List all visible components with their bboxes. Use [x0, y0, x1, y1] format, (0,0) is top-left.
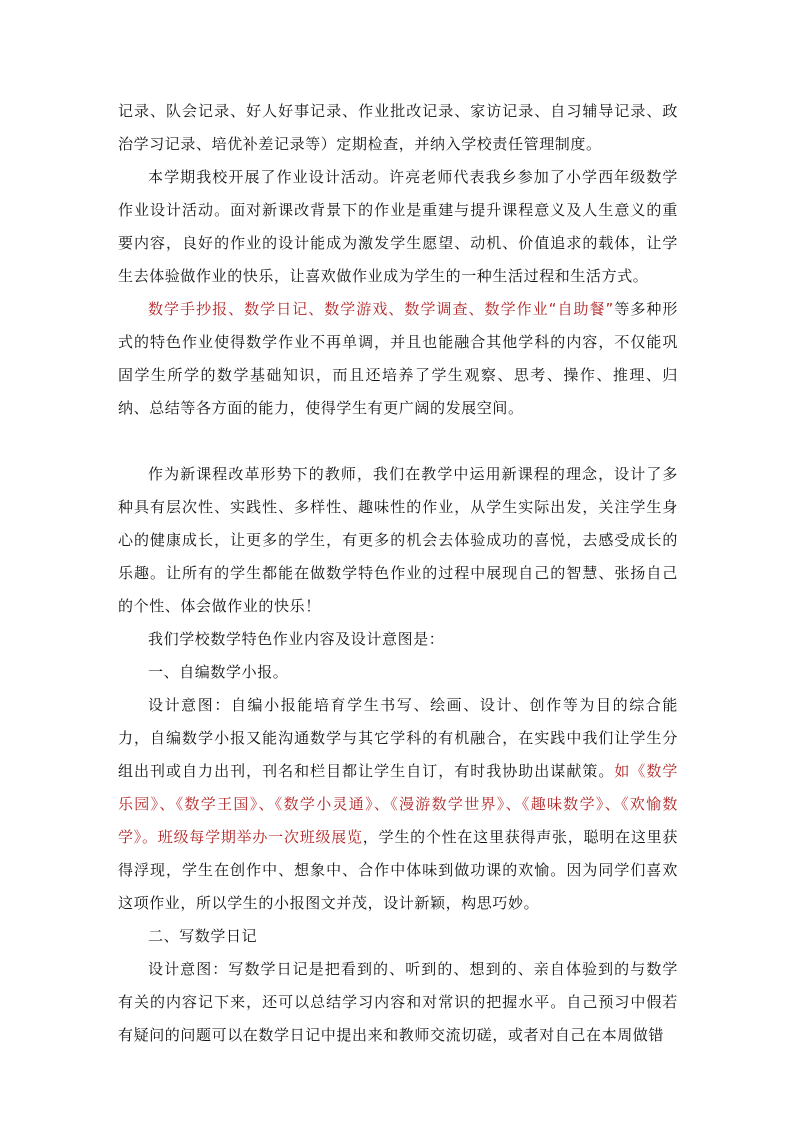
paragraph-records	[118, 95, 678, 161]
section-heading-math-newspaper	[118, 656, 678, 689]
special-homework-types-highlight: 数学手抄报、数学日记、数学游戏、数学调查、数学作业“自助餐”	[148, 300, 614, 318]
paragraph-content-intro-text: 我们学校数学特色作业内容及设计意图是：	[148, 630, 445, 648]
section-heading-math-diary	[118, 920, 678, 953]
paragraph-homework-design-activity	[118, 161, 678, 293]
paragraph-records-text: 记录、队会记录、好人好事记录、作业批改记录、家访记录、自习辅导记录、政治学习记录、培优补差记录等）定期检查，并纳入学校责任管理制度。	[118, 102, 678, 153]
section-heading-math-diary-text: 二、写数学日记	[148, 927, 258, 945]
paragraph-math-diary-design-text: 设计意图：写数学日记是把看到的、听到的、想到的、亲自体验到的与数学有关的内容记下来，还可以总结学习内容和对常识的把握水平。自己预习中假若有疑问的问题可以在数学日记中提出来和教师交流切磋，或者对自己在本周做错	[118, 960, 678, 1044]
math-newspaper-design-text-a: 设计意图：自编小报能培育学生书写、绘画、设计、创作等为目的综合能力，自编数学小报又能沟通数学与其它学科的有机融合，在实践中我们让学生分组出刊或自力出刊，刊名和栏目都让学生自订，有时我协助出谋献策。	[118, 696, 678, 780]
document-page	[118, 95, 678, 1052]
paragraph-gap	[118, 425, 678, 458]
paragraph-new-curriculum	[118, 458, 678, 623]
section-heading-math-newspaper-text: 一、自编数学小报。	[148, 663, 289, 681]
paragraph-math-diary-design	[118, 953, 678, 1052]
paragraph-homework-design-activity-text: 本学期我校开展了作业设计活动。许亮老师代表我乡参加了小学西年级数学作业设计活动。面对新课改背景下的作业是重建与提升课程意义及人生意义的重要内容，良好的作业的设计能成为激发学生愿望、动机、价值追求的载体，让学生去体验做作业的快乐，让喜欢做作业成为学生的一种生活过程和生活方式。	[118, 168, 678, 285]
math-newspaper-design-highlight: 如《数学乐园》、《数学王国》、《数学小灵通》、《漫游数学世界》、《趣味数学》、《欢愉数学》。班级每学期举办一次班级展览	[118, 762, 678, 846]
paragraph-content-intro	[118, 623, 678, 656]
math-newspaper-design-text-b: ，学生的个性在这里获得声张，聪明在这里获得浮现，学生在创作中、想象中、合作中体味到做功课的欢愉。因为同学们喜欢这项作业，所以学生的小报图文并茂，设计新颖，构思巧妙。	[118, 828, 678, 912]
paragraph-special-homework-types	[118, 293, 678, 425]
special-homework-types-text: 等多种形式的特色作业使得数学作业不再单调，并且也能融合其他学科的内容，不仅能巩固学生所学的数学基础知识，而且还培养了学生观察、思考、操作、推理、归纳、总结等各方面的能力，使得学生有更广阔的发展空间。	[118, 300, 678, 417]
paragraph-new-curriculum-text: 作为新课程改革形势下的教师，我们在教学中运用新课程的理念，设计了多种具有层次性、实践性、多样性、趣味性的作业，从学生实际出发，关注学生身心的健康成长，让更多的学生，有更多的机会去体验成功的喜悦，去感受成长的乐趣。让所有的学生都能在做数学特色作业的过程中展现自己的智慧、张扬自己的个性、体会做作业的快乐！	[118, 465, 678, 615]
paragraph-math-newspaper-design	[118, 689, 678, 920]
